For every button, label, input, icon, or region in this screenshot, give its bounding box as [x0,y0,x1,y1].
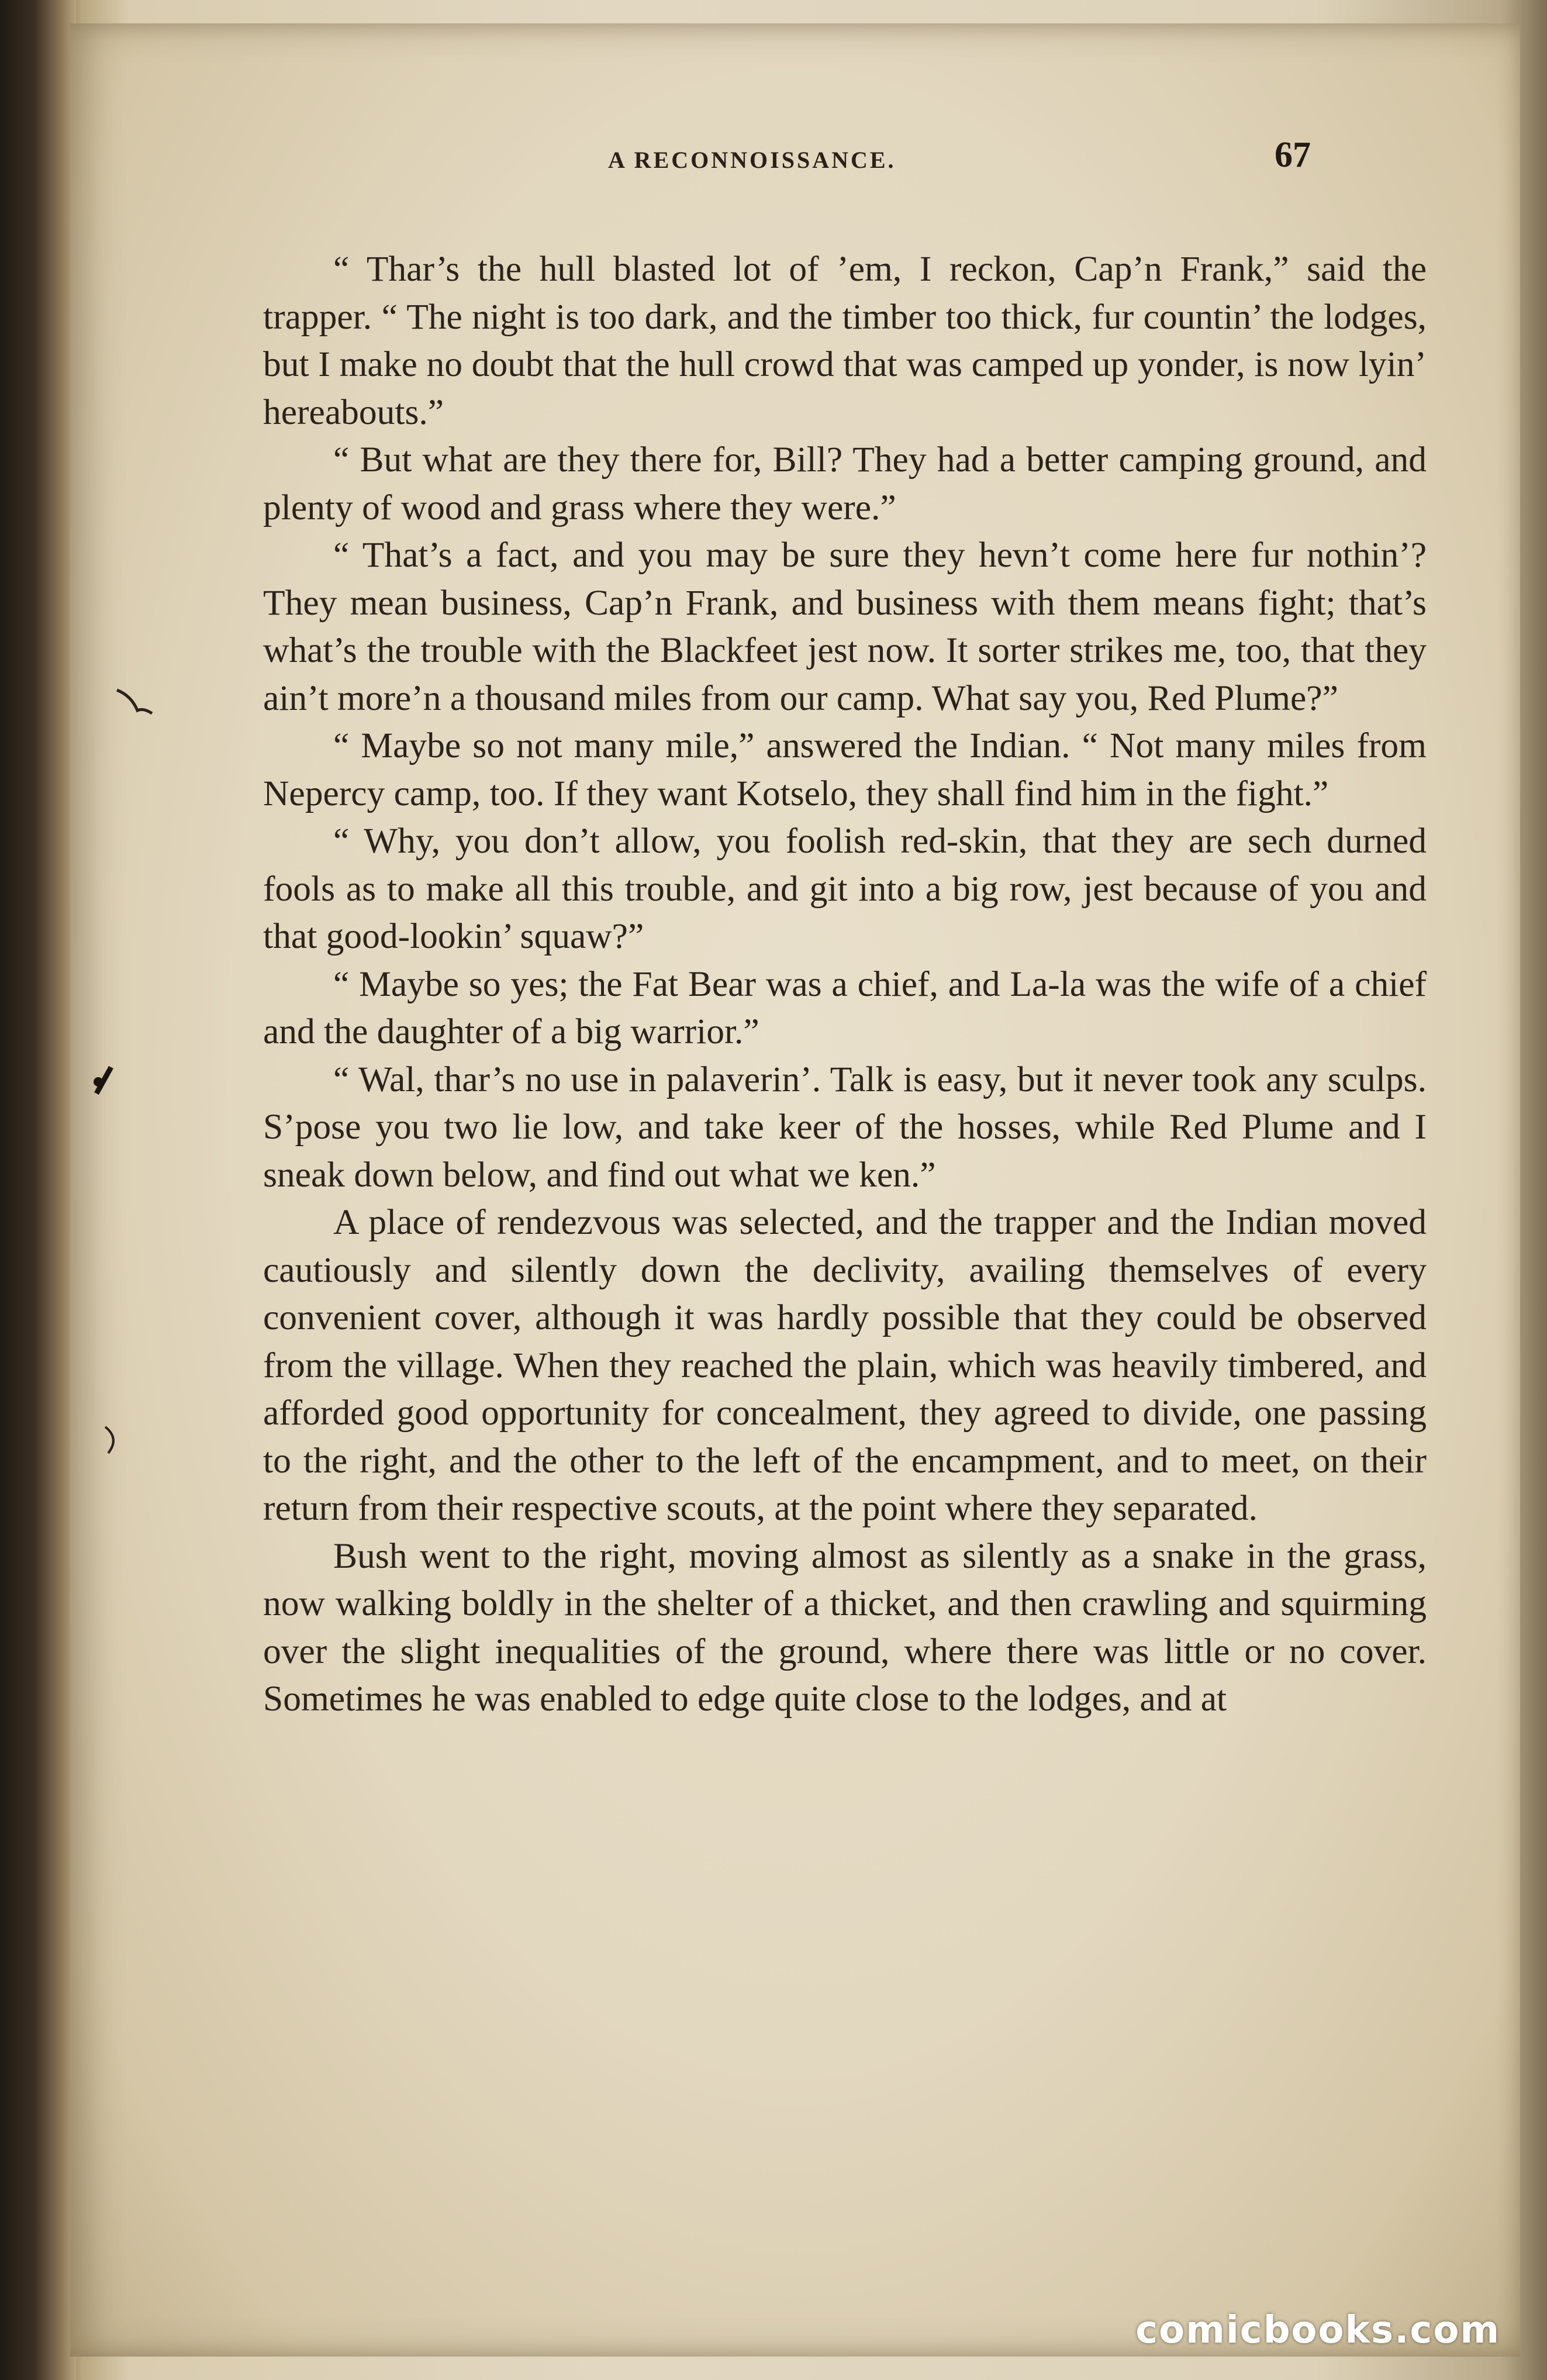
paragraph-6: “ Maybe so yes; the Fat Bear was a chief, and La-la was the wife of a chief and the daughter of a big warrior.” [263,964,1427,1051]
margin-mark-2 [88,1064,117,1099]
page-number: 67 [1275,135,1311,175]
margin-mark-1 [114,684,155,719]
paragraph-5: “ Why, you don’t allow, you foolish red-skin, that they are sech durned fools as to make all this trouble, and git into a big row, jest because of you and that good-lookin’ squaw?” [263,821,1427,956]
paragraph-4: “ Maybe so not many mile,” answered the Indian. “ Not many miles from Nepercy camp, too. If they want Kotselo, they shall find him in the fight.” [263,726,1427,813]
paragraph-8: A place of rendezvous was selected, and the trapper and the Indian moved cautiously and silently down the declivity, availing themselves of every convenient cover, although it was hardly possible that they could be observed from the village. When they reached the plain, which was heavily timbered, and afforded good opportunity for concealment, they agreed to divide, one passing to the right, and the other to the left of the encampment, and to meet, on their return from their respective scouts, at the point where they separated. [263,1202,1427,1528]
book-spine [0,0,76,2380]
running-title: A RECONNOISSANCE. [608,147,896,173]
book-page [70,23,1520,2357]
paragraph-3: “ That’s a fact, and you may be sure they hevn’t come here fur nothin’? They mean business, Cap’n Frank, and business with them means fight; that’s what’s the trouble with the Blackfeet jest now. It sorter strikes me, too, that they ain’t more’n a thousand miles from our camp. What say you, Red Plume?” [263,535,1427,718]
paragraph-9: Bush went to the right, moving almost as silently as a snake in the grass, now walking boldly in the shelter of a thicket, and then crawling and squirming over the slight inequalities of the ground, where there was little or no cover. Sometimes he was enabled to edge quite close to the lodges, and at [263,1536,1427,1719]
margin-mark-3 [99,1421,129,1456]
site-watermark: comicbooks.com [1135,2309,1500,2352]
body-text [263,246,1427,2257]
running-head [70,123,1520,175]
paragraph-2: “ But what are they there for, Bill? They had a better camping ground, and plenty of wood and grass where they were.” [263,440,1427,527]
paragraph-1: “ Thar’s the hull blasted lot of ’em, I reckon, Cap’n Frank,” said the trapper. “ The night is too dark, and the timber too thick, fur countin’ the lodges, but I make no doubt that the hull crowd that was camped up yonder, is now lyin’ hereabouts.” [263,249,1427,432]
paragraph-7: “ Wal, thar’s no use in palaverin’. Talk is easy, but it never took any sculps. S’pose you two lie low, and take keer of the hosses, while Red Plume and I sneak down below, and find out what we ken.” [263,1059,1427,1195]
